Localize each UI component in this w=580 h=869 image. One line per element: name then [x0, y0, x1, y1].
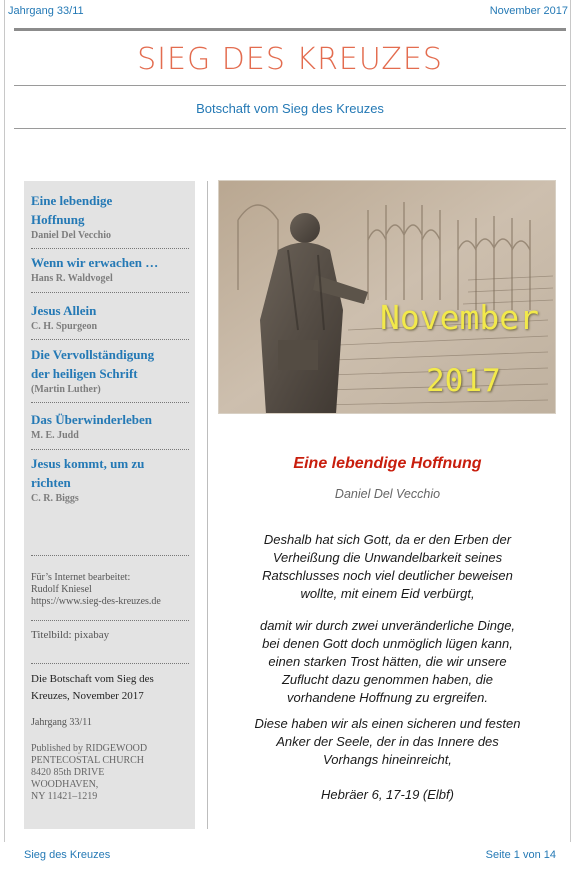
issue-date: November 2017 — [489, 5, 568, 17]
toc-item[interactable] — [31, 410, 188, 443]
scripture-paragraph — [218, 617, 557, 707]
scripture-paragraph — [218, 531, 557, 603]
issue-title — [31, 671, 191, 705]
toc-title[interactable]: Das Überwinderleben — [31, 412, 152, 427]
dotted-divider — [31, 663, 189, 664]
luther-statue-illustration — [218, 180, 556, 414]
toc-author: C. R. Biggs — [31, 493, 79, 504]
image-credit: Titelbild: pixabay — [31, 629, 110, 641]
toc-title[interactable]: Wenn wir erwachen … — [31, 255, 159, 270]
issue-title-line: Kreuzes, November 2017 — [31, 690, 144, 702]
toc-author: C. H. Spurgeon — [31, 321, 98, 332]
toc-item[interactable] — [31, 253, 188, 286]
toc-author: M. E. Judd — [31, 430, 79, 441]
paragraph-line: vorhandene Hoffnung zu ergreifen. — [287, 690, 488, 705]
paragraph-line: Deshalb hat sich Gott, da er den Erben der — [263, 532, 512, 547]
toc-title-line[interactable]: Eine lebendige — [31, 193, 113, 208]
footer-page-number: Seite 1 von 14 — [485, 849, 556, 861]
editor-name: Rudolf Kniesel — [31, 584, 92, 595]
footer-publication-name: Sieg des Kreuzes — [24, 849, 111, 861]
publisher-info — [31, 743, 191, 803]
paragraph-line: wollte, mit einem Eid verbürgt, — [300, 586, 475, 601]
column-divider — [207, 181, 208, 829]
header-rule — [14, 28, 566, 31]
article-title: Eine lebendige Hoffnung — [293, 455, 482, 472]
volume-label: Jahrgang 33/11 — [8, 5, 84, 17]
toc-item[interactable] — [31, 345, 188, 397]
toc-title-line[interactable]: der heiligen Schrift — [31, 366, 138, 381]
toc-title-line[interactable]: Hoffnung — [31, 212, 85, 227]
publisher-line: Published by RIDGEWOOD — [31, 743, 148, 754]
toc-item[interactable] — [31, 191, 188, 243]
sidebar — [24, 181, 195, 829]
top-bar — [8, 2, 568, 20]
dotted-divider — [31, 248, 189, 249]
paragraph-line: damit wir durch zwei unveränderliche Dinge, — [259, 618, 516, 633]
toc-item[interactable] — [31, 454, 188, 506]
volume-note: Jahrgang 33/11 — [31, 717, 92, 728]
issue-title-line: Die Botschaft vom Sieg des — [31, 673, 154, 685]
toc-item[interactable] — [31, 301, 188, 334]
paragraph-line: Zuflucht dazu genommen haben, die — [281, 672, 494, 687]
paragraph-line: Diese haben wir als einen sicheren und festen — [254, 716, 521, 731]
publisher-line: NY 11421–1219 — [31, 791, 98, 802]
website-link[interactable]: https://www.sieg-des-kreuzes.de — [31, 596, 161, 607]
paragraph-line: einen starken Trost hätten, die wir unsere — [268, 654, 507, 669]
cover-month-text: November — [380, 298, 539, 337]
toc-title[interactable] — [31, 345, 188, 383]
toc-title-line[interactable]: Jesus kommt, um zu — [31, 456, 145, 471]
dotted-divider — [31, 292, 189, 293]
divider — [14, 85, 566, 86]
toc-author: Daniel Del Vecchio — [31, 230, 111, 241]
publisher-line: WOODHAVEN, — [31, 779, 99, 790]
publisher-line: 8420 85th DRIVE — [31, 767, 105, 778]
scripture-reference — [218, 786, 557, 804]
publisher-line: PENTECOSTAL CHURCH — [31, 755, 145, 766]
paragraph-line: bei denen Gott doch unmöglich lügen kann, — [262, 636, 513, 651]
paragraph-line: Anker der Seele, der in das Innere des — [276, 734, 499, 749]
dotted-divider — [31, 620, 189, 621]
cover-year-text: 2017 — [426, 363, 501, 399]
toc-author: (Martin Luther) — [31, 384, 101, 395]
toc-title[interactable] — [31, 454, 188, 492]
paragraph-line: Vorhangs hineinreicht, — [323, 752, 452, 767]
toc-title-line[interactable]: richten — [31, 475, 71, 490]
dotted-divider — [31, 449, 189, 450]
article-author: Daniel Del Vecchio — [334, 487, 441, 501]
dotted-divider — [31, 555, 189, 556]
toc-author: Hans R. Waldvogel — [31, 273, 113, 284]
masthead-subtitle: Botschaft vom Sieg des Kreuzes — [196, 101, 384, 116]
dotted-divider — [31, 339, 189, 340]
cover-image — [218, 180, 556, 414]
toc-title-line[interactable]: Die Vervollständigung — [31, 347, 155, 362]
toc-title[interactable]: Jesus Allein — [31, 303, 97, 318]
paragraph-line: Verheißung die Unwandelbarkeit seines — [272, 550, 503, 565]
edited-for-internet-label: Für’s Internet bearbeitet: — [31, 572, 131, 583]
paragraph-line: Hebräer 6, 17-19 (Elbf) — [321, 787, 454, 802]
divider — [14, 128, 566, 129]
paragraph-line: Ratschlusses noch viel deutlicher beweisen — [262, 568, 513, 583]
dotted-divider — [31, 402, 189, 403]
toc-title[interactable] — [31, 191, 188, 229]
masthead-title: SIEG DES KREUZES — [137, 42, 443, 77]
scripture-paragraph — [218, 715, 557, 769]
